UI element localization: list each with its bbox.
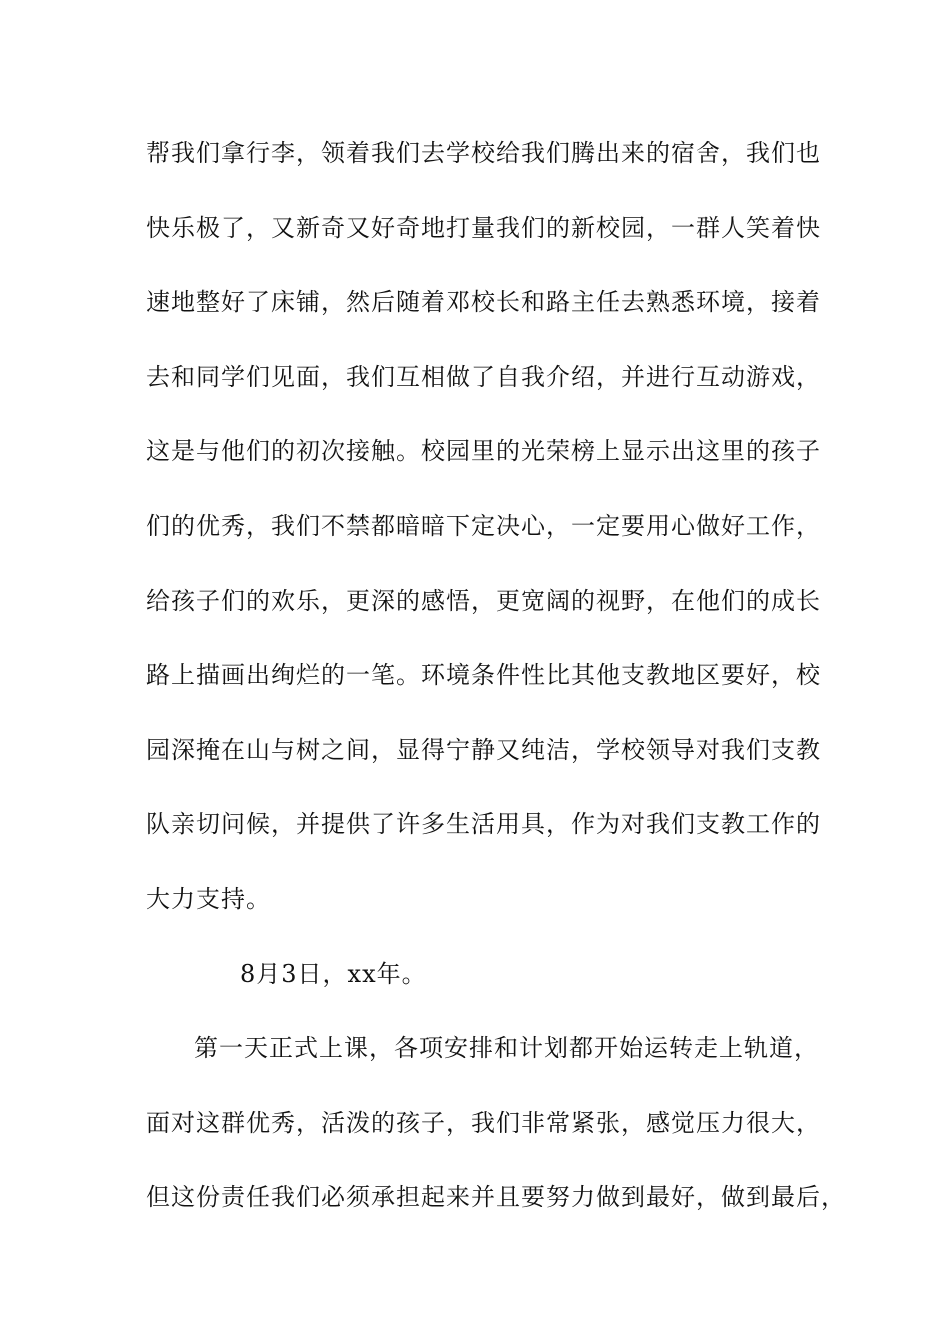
text-line: 但这份责任我们必须承担起来并且要努力做到最好，做到最后， [146,1183,846,1212]
body-text [146,128,846,1247]
text-line: 去和同学们见面，我们互相做了自我介绍，并进行互动游戏， [146,362,821,391]
date-line: 8月3日，xx年。 [240,959,427,988]
text-line: 速地整好了床铺，然后随着邓校长和路主任去熟悉环境，接着 [146,288,821,317]
text-line: 园深掩在山与树之间，显得宁静又纯洁，学校领导对我们支教 [146,735,821,764]
text-line: 给孩子们的欢乐，更深的感悟，更宽阔的视野，在他们的成长 [146,586,821,615]
text-line: 帮我们拿行李，领着我们去学校给我们腾出来的宿舍，我们也 [146,139,821,167]
text-line: 这是与他们的初次接触。校园里的光荣榜上显示出这里的孩子 [146,437,821,466]
text-line: 大力支持。 [146,884,271,913]
text-line: 面对这群优秀，活泼的孩子，我们非常紧张，感觉压力很大， [146,1108,821,1137]
paragraph-start-line: 第一天正式上课，各项安排和计划都开始运转走上轨道， [194,1034,819,1063]
text-line: 队亲切问候，并提供了许多生活用具，作为对我们支教工作的 [146,810,821,839]
text-line: 路上描画出绚烂的一笔。环境条件性比其他支教地区要好，校 [146,661,821,690]
text-line: 快乐极了，又新奇又好奇地打量我们的新校园，一群人笑着快 [146,213,821,242]
text-line: 们的优秀，我们不禁都暗暗下定决心，一定要用心做好工作， [146,511,821,540]
